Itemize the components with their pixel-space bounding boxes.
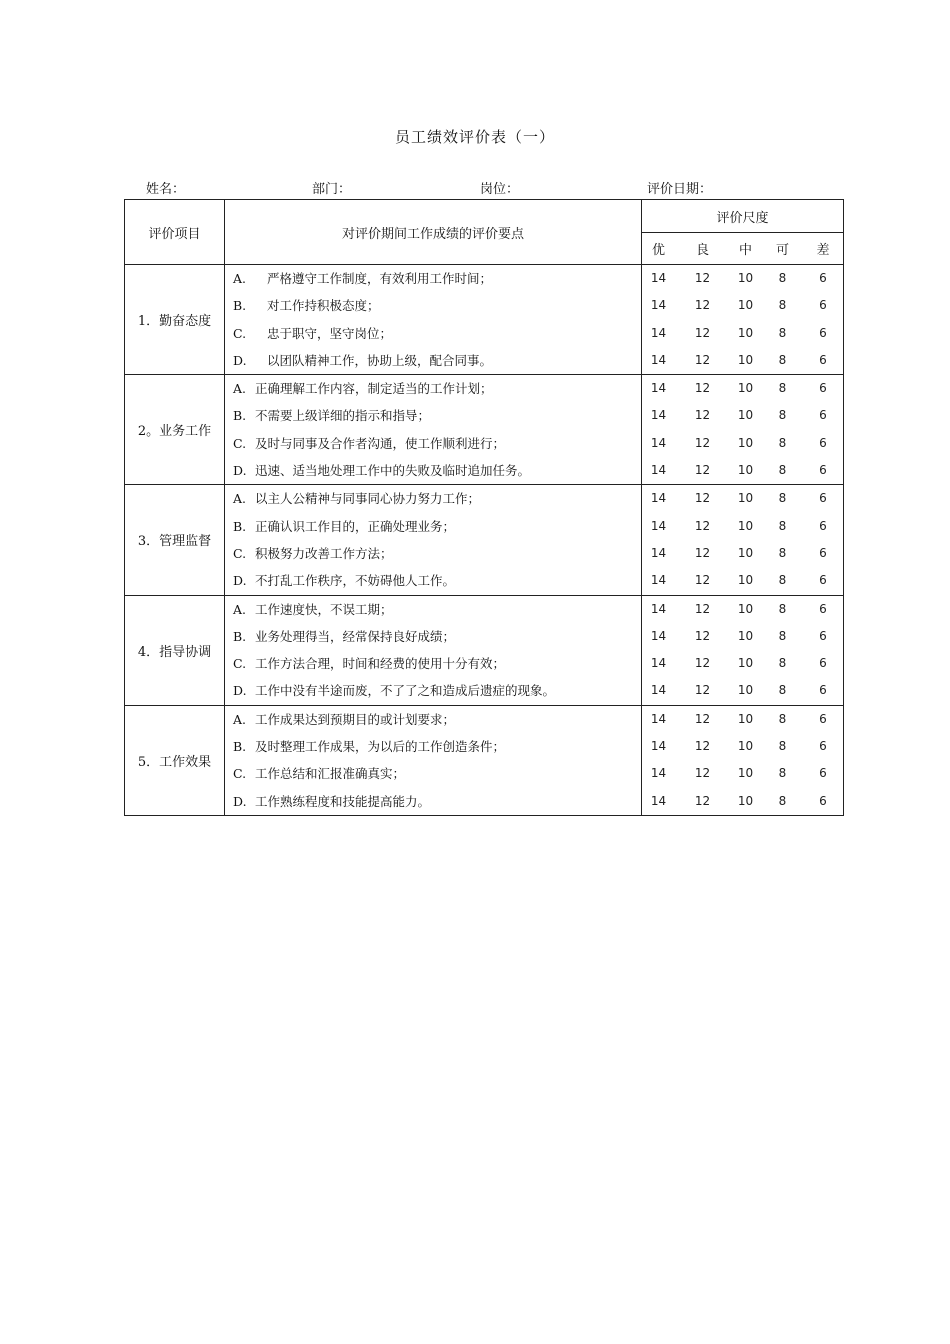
score-row [642, 347, 843, 374]
score-row [642, 402, 843, 429]
category-name: 4．指导协调 [125, 595, 225, 705]
score-good: 12 [694, 271, 711, 285]
evaluation-point [225, 540, 641, 567]
point-text: 忠于职守，坚守岗位； [267, 325, 393, 341]
point-text: 以主人公精神与同事同心协力努力工作； [255, 491, 481, 507]
evaluation-point [225, 402, 641, 429]
score-excellent: 14 [650, 518, 667, 533]
score-excellent: 14 [650, 601, 667, 616]
point-letter: C. [233, 545, 247, 561]
score-average: 10 [737, 711, 754, 726]
score-fair: 8 [778, 601, 787, 616]
score-fair: 8 [778, 491, 787, 506]
evaluation-point [225, 375, 641, 402]
point-text: 工作总结和汇报准确真实； [255, 766, 406, 782]
score-average: 10 [737, 381, 754, 396]
score-good: 12 [694, 793, 711, 808]
point-text: 正确认识工作目的，正确处理业务； [255, 518, 456, 534]
point-letter: C. [233, 766, 247, 782]
score-good: 12 [694, 298, 711, 313]
score-good: 12 [694, 435, 711, 450]
point-letter: B. [233, 739, 247, 755]
score-average: 10 [737, 601, 754, 616]
score-row [642, 650, 843, 677]
score-good: 12 [694, 518, 711, 533]
point-letter: A. [233, 381, 247, 397]
score-fair: 8 [778, 381, 787, 396]
score-excellent: 14 [650, 739, 667, 754]
point-letter: B. [233, 628, 247, 644]
category-name: 5．工作效果 [125, 705, 225, 815]
score-average: 10 [737, 628, 754, 643]
point-text: 迅速、适当地处理工作中的失败及临时追加任务。 [255, 463, 531, 479]
score-poor: 6 [819, 271, 827, 285]
score-excellent: 14 [650, 545, 667, 560]
score-excellent: 14 [650, 683, 667, 698]
score-fair: 8 [778, 793, 787, 808]
score-good: 12 [694, 573, 711, 588]
header-eval-points: 对评价期间工作成绩的评价要点 [225, 200, 642, 265]
evaluation-point [225, 650, 641, 677]
score-excellent: 14 [650, 573, 667, 588]
score-excellent: 14 [650, 766, 667, 781]
score-fair: 8 [778, 408, 787, 423]
score-fair: 8 [778, 518, 787, 533]
score-good: 12 [694, 325, 711, 340]
point-letter: D. [233, 793, 247, 809]
evaluation-points-cell [225, 265, 642, 375]
score-average: 10 [737, 793, 754, 808]
score-average: 10 [737, 766, 754, 781]
score-average: 10 [737, 573, 754, 588]
point-letter: C. [233, 656, 247, 672]
score-good: 12 [694, 656, 711, 671]
score-poor: 6 [819, 408, 827, 423]
score-average: 10 [737, 739, 754, 754]
scale-label-fair: 可 [775, 243, 789, 258]
score-row [642, 760, 843, 787]
score-average: 10 [737, 518, 754, 533]
score-row [642, 567, 843, 594]
score-fair: 8 [778, 656, 787, 671]
point-letter: A. [233, 491, 247, 507]
score-good: 12 [694, 463, 711, 478]
score-average: 10 [737, 491, 754, 506]
score-poor: 6 [819, 739, 827, 754]
point-text: 以团队精神工作，协助上级，配合同事。 [267, 352, 493, 368]
score-fair: 8 [778, 683, 787, 698]
score-row [642, 677, 843, 704]
category-row [125, 375, 844, 485]
point-text: 严格遵守工作制度，有效利用工作时间； [267, 271, 493, 286]
score-poor: 6 [819, 628, 827, 643]
page-title: 员工绩效评价表（一） [394, 128, 555, 146]
score-poor: 6 [819, 325, 827, 340]
point-text: 及时整理工作成果，为以后的工作创造条件； [255, 739, 506, 755]
score-poor: 6 [819, 766, 827, 781]
point-text: 工作方法合理，时间和经费的使用十分有效； [255, 656, 506, 672]
score-poor: 6 [819, 381, 827, 396]
scale-label-average: 中 [738, 243, 752, 258]
score-row [642, 457, 843, 484]
point-text: 工作速度快，不误工期； [255, 601, 393, 617]
point-letter: D. [233, 463, 247, 479]
point-letter: A. [233, 711, 247, 727]
score-fair: 8 [778, 628, 787, 643]
score-excellent: 14 [650, 656, 667, 671]
evaluation-table [124, 199, 844, 816]
score-poor: 6 [819, 656, 827, 671]
point-text: 工作成果达到预期目的或计划要求； [255, 711, 456, 727]
category-row [125, 595, 844, 705]
evaluation-point [225, 760, 641, 787]
point-text: 及时与同事及合作者沟通，使工作顺利进行； [255, 435, 506, 451]
score-excellent: 14 [650, 271, 667, 285]
score-average: 10 [737, 325, 754, 340]
point-text: 工作中没有半途而废，不了了之和造成后遗症的现象。 [255, 683, 556, 699]
scale-label-good: 良 [695, 243, 709, 258]
score-good: 12 [694, 491, 711, 506]
score-fair: 8 [778, 739, 787, 754]
point-text: 业务处理得当，经常保持良好成绩； [255, 628, 456, 644]
evaluation-point [225, 265, 641, 292]
score-excellent: 14 [650, 793, 667, 808]
scale-label-poor: 差 [816, 243, 830, 258]
evaluation-point [225, 485, 641, 512]
score-fair: 8 [778, 573, 787, 588]
evaluation-point [225, 347, 641, 374]
category-name: 1．勤奋态度 [125, 265, 225, 375]
score-poor: 6 [819, 491, 827, 506]
evaluation-point [225, 292, 641, 319]
category-name: 3．管理监督 [125, 485, 225, 595]
name-label: 姓名： [146, 182, 186, 197]
point-letter: C. [233, 325, 247, 341]
score-poor: 6 [819, 711, 827, 726]
evaluation-points-cell [225, 485, 642, 595]
score-row [642, 788, 843, 815]
score-excellent: 14 [650, 435, 667, 450]
score-good: 12 [694, 628, 711, 643]
score-average: 10 [737, 683, 754, 698]
score-fair: 8 [778, 271, 787, 285]
scores-cell [642, 595, 844, 705]
scale-labels-cell [642, 233, 844, 265]
evaluation-point [225, 430, 641, 457]
score-average: 10 [737, 435, 754, 450]
score-poor: 6 [819, 545, 827, 560]
score-average: 10 [737, 408, 754, 423]
evaluation-points-cell [225, 705, 642, 815]
point-text: 不打乱工作秩序，不妨碍他人工作。 [255, 573, 456, 589]
score-average: 10 [737, 656, 754, 671]
score-excellent: 14 [650, 352, 667, 367]
point-letter: A. [233, 601, 247, 617]
score-row [642, 706, 843, 733]
evaluation-point [225, 567, 641, 594]
score-excellent: 14 [650, 463, 667, 478]
category-row [125, 265, 844, 375]
score-average: 10 [737, 298, 754, 313]
point-letter: D. [233, 573, 247, 589]
evaluation-point [225, 320, 641, 347]
score-row [642, 485, 843, 512]
score-excellent: 14 [650, 408, 667, 423]
point-text: 工作熟练程度和技能提高能力。 [255, 793, 431, 809]
point-letter: B. [233, 408, 247, 424]
score-fair: 8 [778, 298, 787, 313]
score-fair: 8 [778, 352, 787, 367]
score-poor: 6 [819, 518, 827, 533]
evaluation-point [225, 706, 641, 733]
point-letter: B. [233, 298, 247, 314]
score-excellent: 14 [650, 381, 667, 396]
score-row [642, 596, 843, 623]
point-letter: B. [233, 518, 247, 534]
evaluation-point [225, 733, 641, 760]
score-excellent: 14 [650, 325, 667, 340]
scores-cell [642, 375, 844, 485]
score-row [642, 513, 843, 540]
score-good: 12 [694, 545, 711, 560]
score-excellent: 14 [650, 628, 667, 643]
score-poor: 6 [819, 298, 827, 313]
score-poor: 6 [819, 573, 827, 588]
point-letter: D. [233, 352, 247, 368]
category-name: 2。业务工作 [125, 375, 225, 485]
evaluation-date-label: 评价日期： [647, 182, 713, 197]
score-poor: 6 [819, 793, 827, 808]
point-text: 不需要上级详细的指示和指导； [255, 408, 431, 424]
score-average: 10 [737, 545, 754, 560]
score-good: 12 [694, 601, 711, 616]
score-excellent: 14 [650, 491, 667, 506]
score-poor: 6 [819, 463, 827, 478]
score-fair: 8 [778, 463, 787, 478]
score-good: 12 [694, 766, 711, 781]
point-text: 对工作持积极态度； [267, 298, 380, 314]
evaluation-point [225, 596, 641, 623]
score-good: 12 [694, 381, 711, 396]
score-good: 12 [694, 711, 711, 726]
score-row [642, 265, 843, 292]
score-average: 10 [737, 352, 754, 367]
score-good: 12 [694, 408, 711, 423]
evaluation-point [225, 623, 641, 650]
header-eval-scale: 评价尺度 [642, 200, 844, 233]
score-good: 12 [694, 683, 711, 698]
score-row [642, 733, 843, 760]
score-poor: 6 [819, 683, 827, 698]
score-good: 12 [694, 739, 711, 754]
score-poor: 6 [819, 601, 827, 616]
point-text: 正确理解工作内容，制定适当的工作计划； [255, 381, 493, 397]
evaluation-points-cell [225, 595, 642, 705]
evaluation-point [225, 457, 641, 484]
point-text: 积极努力改善工作方法； [255, 545, 393, 561]
score-row [642, 430, 843, 457]
score-average: 10 [737, 271, 754, 285]
score-fair: 8 [778, 766, 787, 781]
score-excellent: 14 [650, 711, 667, 726]
score-fair: 8 [778, 711, 787, 726]
point-letter: D. [233, 683, 247, 699]
score-row [642, 540, 843, 567]
score-row [642, 623, 843, 650]
score-fair: 8 [778, 545, 787, 560]
evaluation-point [225, 677, 641, 704]
scores-cell [642, 265, 844, 375]
department-label: 部门： [312, 182, 352, 197]
score-row [642, 375, 843, 402]
score-fair: 8 [778, 435, 787, 450]
category-row [125, 705, 844, 815]
score-row [642, 320, 843, 347]
position-label: 岗位： [480, 182, 520, 197]
scale-label-excellent: 优 [651, 243, 665, 258]
score-row [642, 292, 843, 319]
score-fair: 8 [778, 325, 787, 340]
category-row [125, 485, 844, 595]
score-poor: 6 [819, 435, 827, 450]
score-poor: 6 [819, 352, 827, 367]
score-excellent: 14 [650, 298, 667, 313]
evaluation-points-cell [225, 375, 642, 485]
point-letter: C. [233, 435, 247, 451]
header-eval-item: 评价项目 [125, 200, 225, 265]
scores-cell [642, 705, 844, 815]
point-letter: A. [233, 271, 247, 286]
evaluation-point [225, 788, 641, 815]
score-good: 12 [694, 352, 711, 367]
evaluation-point [225, 513, 641, 540]
scores-cell [642, 485, 844, 595]
score-average: 10 [737, 463, 754, 478]
